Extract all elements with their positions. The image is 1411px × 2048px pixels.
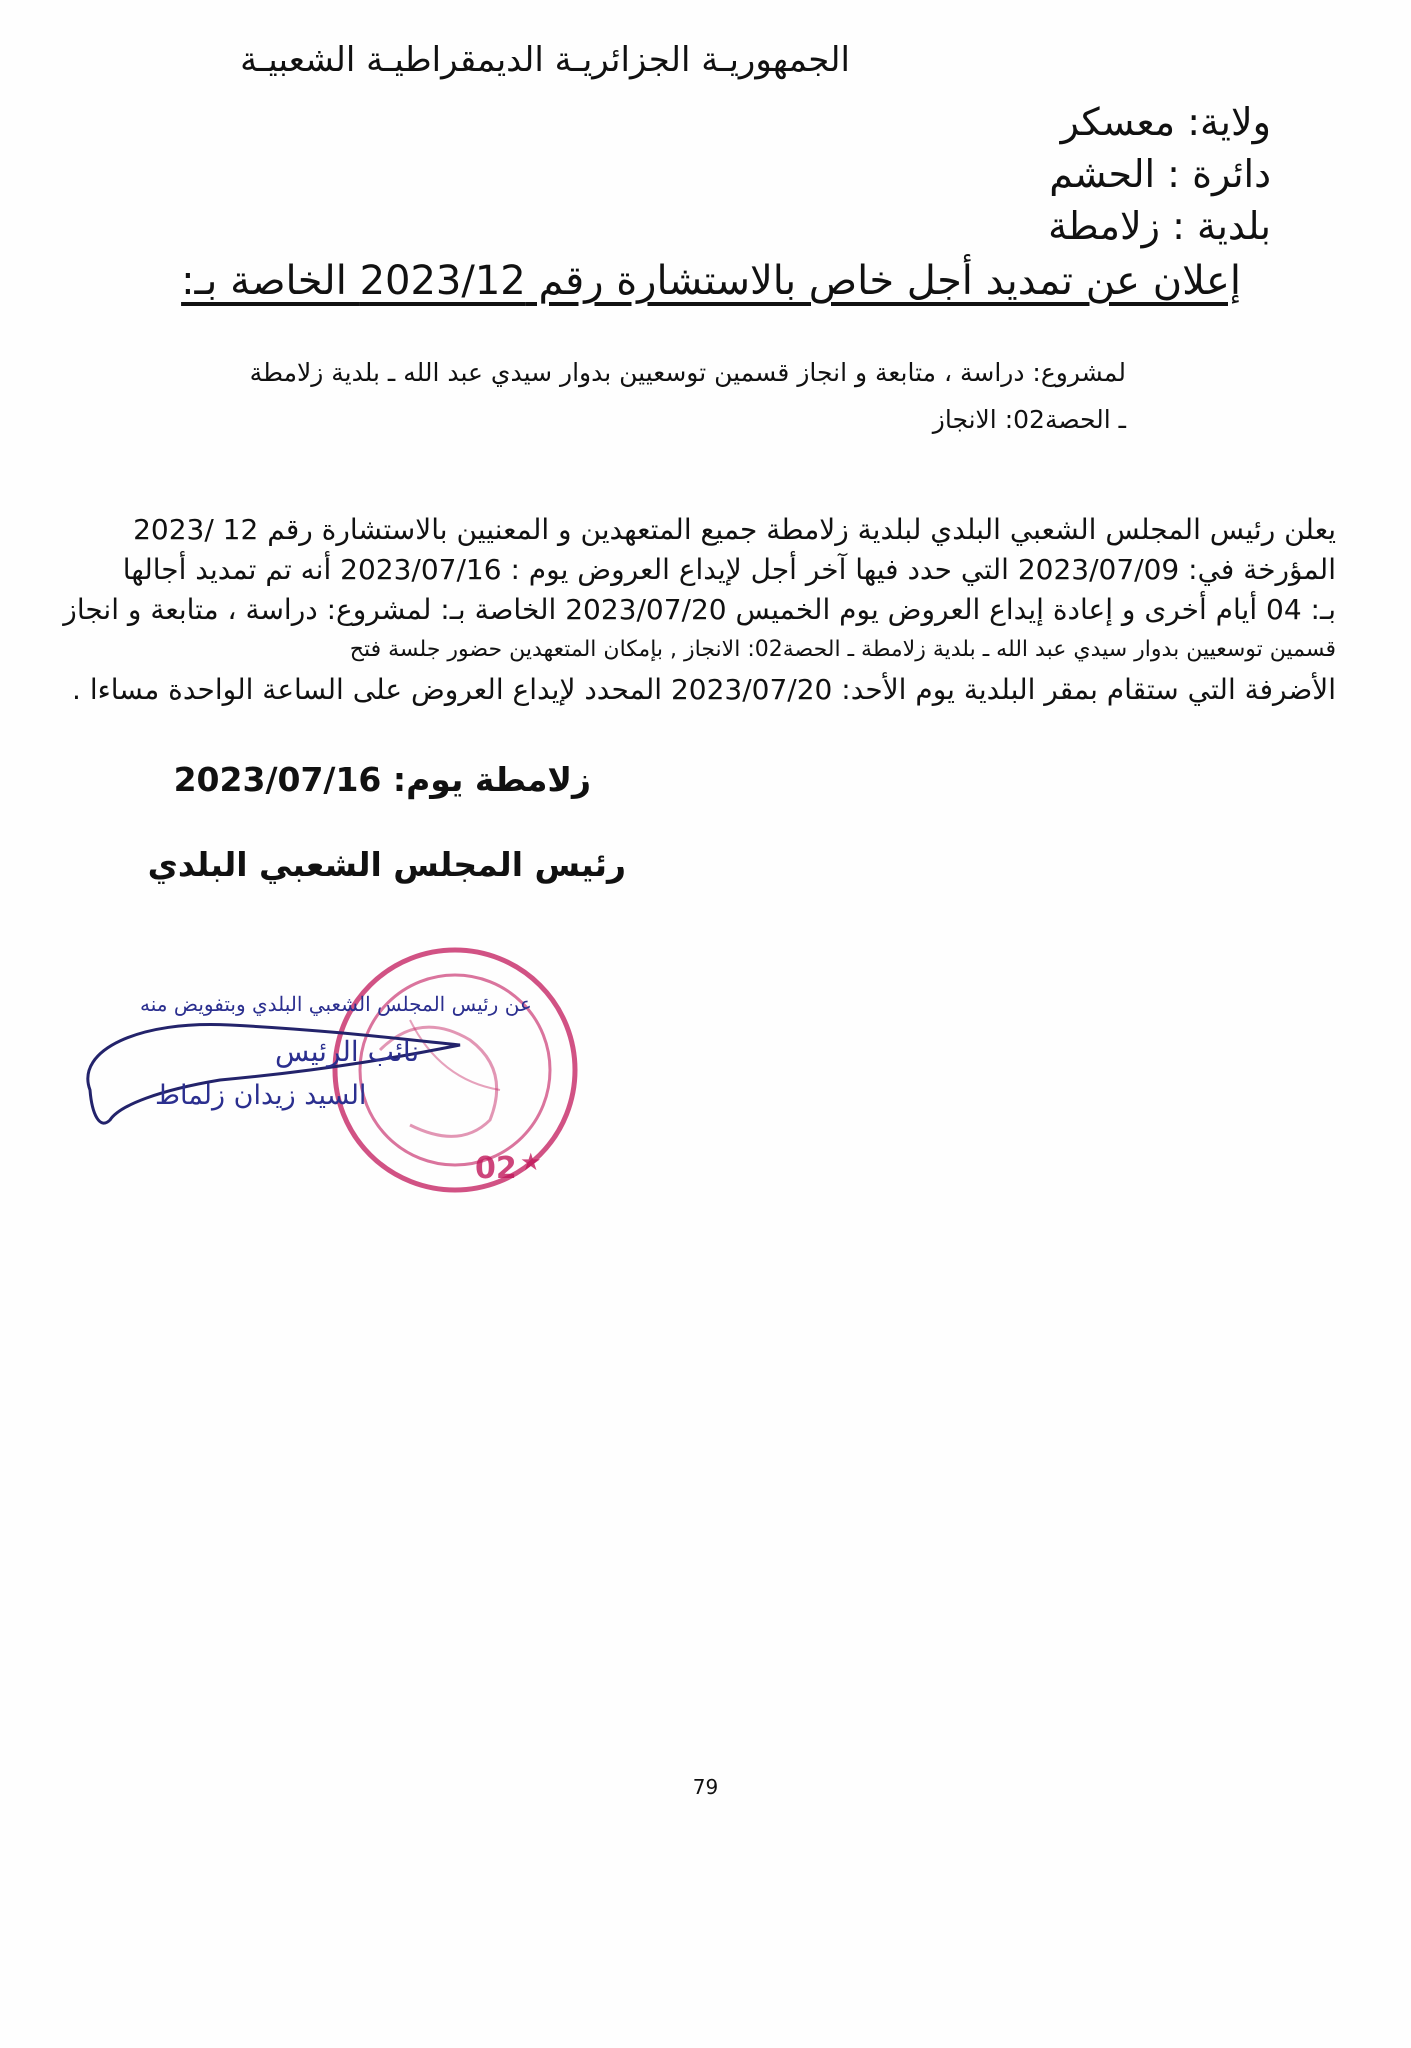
body-line-3: بـ: 04 أيام أخرى و إعادة إيداع العروض يوم الخميس 2023/07/20 الخاصة بـ: لمشروع: دراسة ، متابعة و انجاز	[63, 593, 1336, 626]
page-number: 79	[692, 1775, 719, 1799]
daira-line: دائرة : الحشم	[1049, 152, 1271, 196]
seal-number: 02	[475, 1151, 517, 1186]
signer-title: رئيس المجلس الشعبي البلدي	[147, 845, 626, 884]
wilaya-line: ولاية: معسكر	[1060, 100, 1271, 144]
body-line-2: المؤرخة في: 2023/07/09 التي حدد فيها آخر أجل لإيداع العروض يوم : 2023/07/16 أنه تم تمديد أجالها	[122, 553, 1336, 586]
body-line-1: يعلن رئيس المجلس الشعبي البلدي لبلدية زلامطة جميع المتعهدين و المعنيين بالاستشارة رقم 12 /2023	[133, 513, 1336, 546]
project-line-2: ـ الحصة02: الانجاز	[932, 405, 1126, 434]
seal-star-icon: ★	[520, 1148, 542, 1176]
body-line-5: الأضرفة التي ستقام بمقر البلدية يوم الأحد: 2023/07/20 المحدد لإيداع العروض على الساعة الواحدة مساءا .	[72, 673, 1336, 706]
stamp-and-signature	[80, 930, 580, 1200]
stamp-line-2: نائب الرئيس	[275, 1035, 420, 1068]
stamp-line-3: السيد زيدان زلماط	[155, 1080, 367, 1111]
body-line-4: قسمين توسعيين بدوار سيدي عبد الله ـ بلدية زلامطة ـ الحصة02: الانجاز , بإمكان المتعهدين حضور جلسة فتح	[349, 637, 1336, 662]
country-header: الجمهوريـة الجزائريـة الديمقراطيـة الشعبيـة	[240, 40, 850, 80]
announcement-title: إعلان عن تمديد أجل خاص بالاستشارة رقم 2023/12 الخاصة بـ:	[181, 258, 1241, 304]
announcement-body	[63, 510, 1336, 710]
baladia-line: بلدية : زلامطة	[1048, 204, 1271, 248]
stamp-line-1: عن رئيس المجلس الشعبي البلدي وبتفويض منه	[140, 992, 532, 1016]
project-line-1: لمشروع: دراسة ، متابعة و انجاز قسمين توسعيين بدوار سيدي عبد الله ـ بلدية زلامطة	[249, 358, 1126, 387]
issue-date: زلامطة يوم: 2023/07/16	[173, 760, 591, 799]
